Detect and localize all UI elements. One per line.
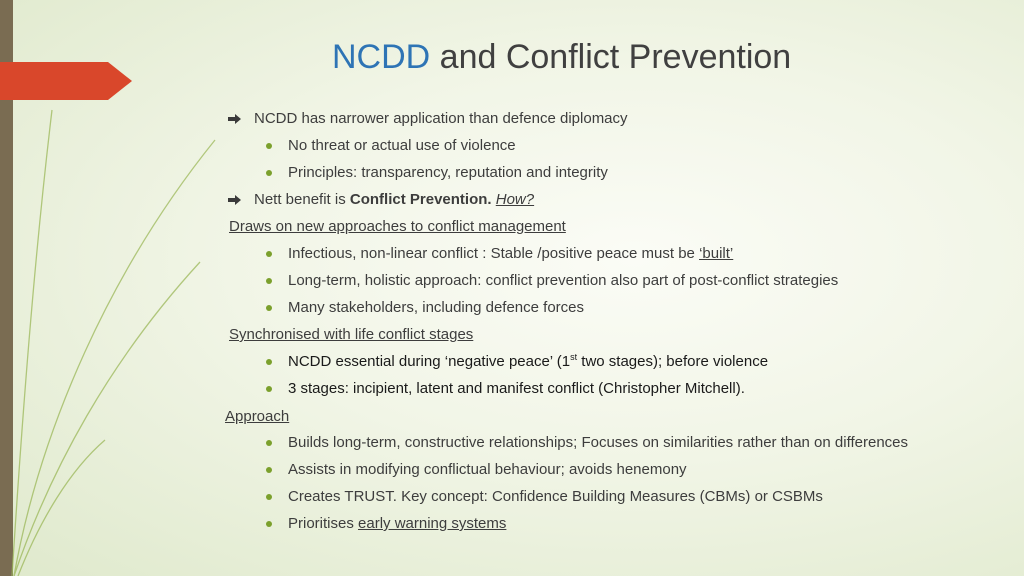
dot-bullet-icon <box>266 440 272 446</box>
dot-bullet-icon <box>266 278 272 284</box>
bullet-no-threat: No threat or actual use of violence <box>288 137 516 154</box>
heading-synchronised: Synchronised with life conflict stages <box>229 326 474 343</box>
how-question: How? <box>495 191 535 208</box>
negative-peace-text-end: two stages); before violence <box>577 353 769 370</box>
bullet-long-term-holistic: Long-term, holistic approach: conflict prevention also part of post-conflict strategies <box>288 272 839 289</box>
dot-bullet-icon <box>266 359 272 365</box>
heading-new-approaches: Draws on new approaches to conflict management <box>229 218 566 235</box>
dot-bullet-icon <box>266 521 272 527</box>
bullet-nett-benefit <box>254 191 534 209</box>
arrow-bullet-icon <box>228 195 241 205</box>
bullet-creates-trust: Creates TRUST. Key concept: Confidence Building Measures (CBMs) or CSBMs <box>288 488 823 505</box>
dot-bullet-icon <box>266 386 272 392</box>
bullet-three-stages: 3 stages: incipient, latent and manifest conflict (Christopher Mitchell). <box>288 380 745 397</box>
title-accent: NCDD <box>332 38 431 76</box>
dot-bullet-icon <box>266 494 272 500</box>
infectious-text: Infectious, non-linear conflict : Stable /positive peace must be <box>288 245 700 262</box>
bullet-principles: Principles: transparency, reputation and integrity <box>288 164 608 181</box>
dot-bullet-icon <box>266 170 272 176</box>
bullet-narrower-application: NCDD has narrower application than defence diplomacy <box>254 110 628 127</box>
bullet-negative-peace <box>288 353 768 371</box>
ordinal-suffix: st <box>570 352 578 362</box>
conflict-prevention-bold: Conflict Prevention. <box>349 191 492 208</box>
title-rest: and Conflict Prevention <box>439 38 792 76</box>
heading-approach: Approach <box>225 408 290 425</box>
dot-bullet-icon <box>266 305 272 311</box>
nett-benefit-text: Nett benefit is <box>254 191 350 208</box>
arrow-bullet-icon <box>228 114 241 124</box>
bullet-conflictual-behaviour: Assists in modifying conflictual behaviour; avoids henemony <box>288 461 687 478</box>
bullet-builds-relationships: Builds long-term, constructive relationships; Focuses on similarities rather than on differences <box>288 434 909 451</box>
built-underlined: ‘built’ <box>699 245 734 262</box>
bullet-infectious-conflict <box>288 245 733 263</box>
dot-bullet-icon <box>266 467 272 473</box>
dot-bullet-icon <box>266 143 272 149</box>
bullet-stakeholders: Many stakeholders, including defence forces <box>288 299 585 316</box>
prioritises-text: Prioritises <box>288 515 359 532</box>
negative-peace-text: NCDD essential during ‘negative peace’ (1 <box>288 353 571 370</box>
bullet-prioritises <box>288 515 506 533</box>
dot-bullet-icon <box>266 251 272 257</box>
early-warning-underlined: early warning systems <box>358 515 507 532</box>
